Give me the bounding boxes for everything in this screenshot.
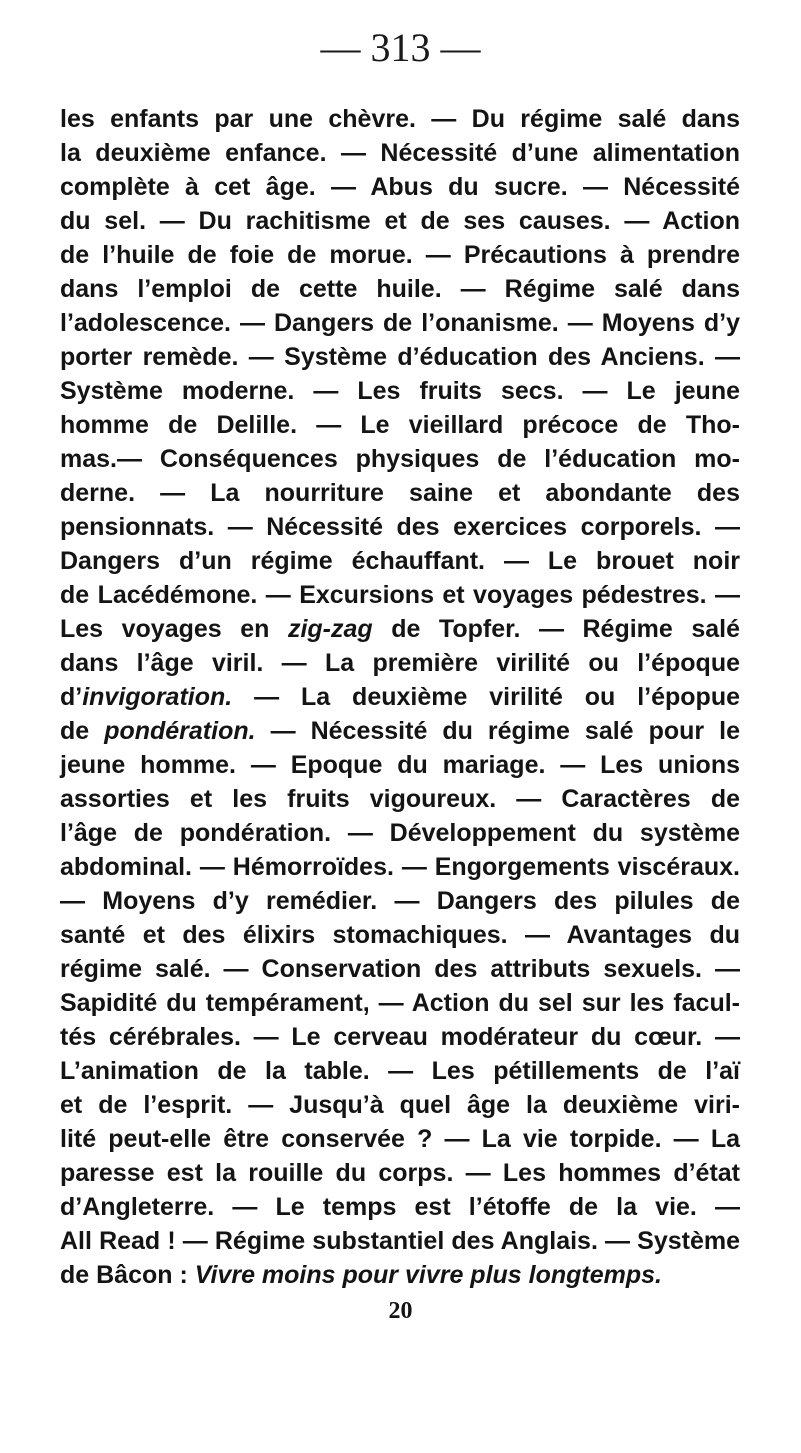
summary-paragraph (60, 102, 740, 1292)
text-line: de l’huile de foie de morue. — Précautions à prendre (60, 241, 740, 269)
text-line: lité peut-elle être conservée ? — La vie torpide. — La (60, 1125, 740, 1153)
text-run: de (60, 717, 105, 745)
italic-motto: Vivre moins pour vivre plus longtemps. (194, 1261, 662, 1289)
text-line: homme de Delille. — Le vieillard précoce de Tho- (60, 411, 740, 439)
signature-mark: 20 (388, 1298, 413, 1324)
text-line: mas.— Conséquences physiques de l’éducation mo- (60, 445, 740, 473)
text-line: Sapidité du tempérament, — Action du sel sur les facul- (60, 989, 740, 1017)
text-line: l’âge de pondération. — Développement du système (60, 819, 740, 847)
text-line (60, 680, 740, 714)
text-line: abdominal. — Hémorroïdes. — Engorgements viscéraux. (60, 853, 740, 881)
text-run: d’ (60, 683, 83, 711)
page-number: — 313 — (320, 25, 481, 70)
text-line: paresse est la rouille du corps. — Les hommes d’état (60, 1159, 740, 1187)
text-line: pensionnats. — Nécessité des exercices corporels. — (60, 513, 740, 541)
text-line: — Moyens d’y remédier. — Dangers des pilules de (60, 887, 740, 915)
text-run: — Nécessité du régime salé pour le (255, 717, 740, 745)
text-line: régime salé. — Conservation des attributs sexuels. — (60, 955, 740, 983)
text-line: Système moderne. — Les fruits secs. — Le jeune (60, 377, 740, 405)
text-line: assorties et les fruits vigoureux. — Caractères de (60, 785, 740, 813)
italic-term: pondération. (104, 717, 256, 745)
text-line: les enfants par une chèvre. — Du régime salé dans (60, 105, 740, 133)
text-line (60, 1258, 740, 1292)
text-line: porter remède. — Système d’éducation des Anciens. — (60, 343, 740, 371)
text-line: dans l’emploi de cette huile. — Régime salé dans (60, 275, 740, 303)
text-line: All Read ! — Régime substantiel des Anglais. — Système (60, 1227, 740, 1255)
text-line: L’animation de la table. — Les pétillements de l’aï (60, 1057, 740, 1085)
text-line: jeune homme. — Epoque du mariage. — Les unions (60, 751, 740, 779)
text-line: Dangers d’un régime échauffant. — Le brouet noir (60, 547, 740, 575)
text-line: et de l’esprit. — Jusqu’à quel âge la deuxième viri- (60, 1091, 740, 1119)
italic-term: zig-zag (287, 615, 373, 643)
text-line: du sel. — Du rachitisme et de ses causes. — Action (60, 207, 740, 235)
text-line (60, 714, 740, 748)
text-line: de Lacédémone. — Excursions et voyages pédestres. — (60, 581, 740, 609)
text-line: l’adolescence. — Dangers de l’onanisme. — Moyens d’y (60, 309, 740, 337)
text-line: complète à cet âge. — Abus du sucre. — Nécessité (60, 173, 740, 201)
italic-term: invigoration. (82, 683, 233, 711)
text-line: santé et des élixirs stomachiques. — Avantages du (60, 921, 740, 949)
text-line: dans l’âge viril. — La première virilité ou l’époque (60, 649, 740, 677)
text-run: de Topfer. — Régime salé (372, 615, 741, 643)
text-run: Les voyages en (60, 615, 288, 643)
text-run: de Bâcon : (60, 1261, 195, 1289)
text-line: derne. — La nourriture saine et abondante des (60, 479, 740, 507)
text-line: d’Angleterre. — Le temps est l’étoffe de la vie. — (60, 1193, 740, 1221)
text-line (60, 612, 740, 646)
text-line: la deuxième enfance. — Nécessité d’une alimentation (60, 139, 740, 167)
text-line: tés cérébrales. — Le cerveau modérateur du cœur. — (60, 1023, 740, 1051)
text-run: — La deuxième virilité ou l’épopue (232, 683, 740, 711)
